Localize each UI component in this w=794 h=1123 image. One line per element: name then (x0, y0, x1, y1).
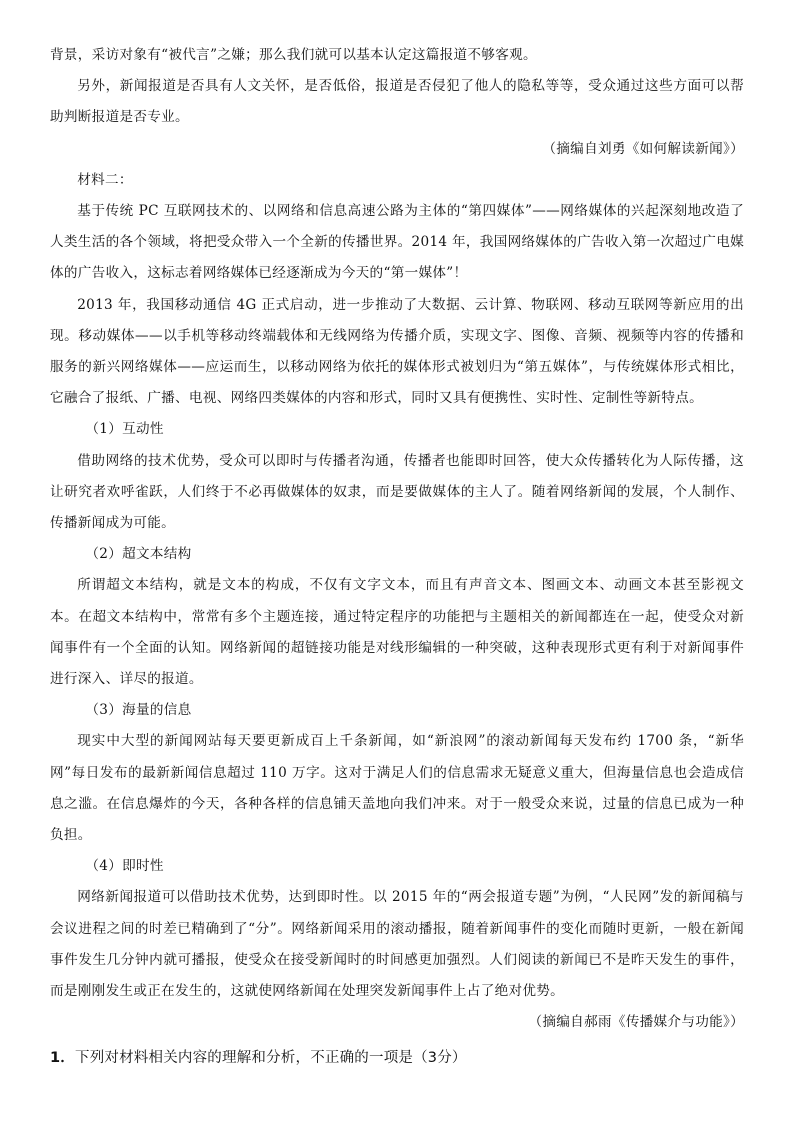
paragraph: 2013 年，我国移动通信 4G 正式启动，进一步推动了大数据、云计算、物联网、移动互联网等新应用的出现。移动媒体——以手机等移动终端载体和无线网络为传播介质，实现文字、图像、音频、视频等内容的传播和服务的新兴网络媒体——应运而生，以移动网络为依托的媒体形式被划归为“第五媒体”，与传统媒体形式相比，它融合了报纸、广播、电视、网络四类媒体的内容和形式，同时又具有便携性、实时性、定制性等新特点。 (50, 296, 744, 407)
question-text: 下列对材料相关内容的理解和分析，不正确的一项是（3分） (75, 1049, 467, 1066)
section-heading: （4）即时性 (85, 858, 164, 875)
section-heading: （2）超文本结构 (85, 546, 192, 563)
paragraph: 借助网络的技术优势，受众可以即时与传播者沟通，传播者也能即时回答，使大众传播转化为人际传播，这让研究者欢呼雀跃，人们终于不必再做媒体的奴隶，而是要做媒体的主人了。随着网络新闻的发展，个人制作、传播新闻成为可能。 (50, 452, 744, 532)
paragraph: 网络新闻报道可以借助技术优势，达到即时性。以 2015 年的“两会报道专题”为例，“人民网”发的新闻稿与会议进程之间的时差已精确到了“分”。网络新闻采用的滚动播报，随着新闻事件的变化而随时更新，一般在新闻事件发生几分钟内就可播报，使受众在接受新闻时的时间感更加强烈。人们阅读的新闻已不是昨天发生的事件，而是刚刚发生或正在发生的，这就使网络新闻在处理突发新闻事件上占了绝对优势。 (50, 889, 744, 1000)
section-heading: （1）互动性 (85, 421, 164, 438)
paragraph-continued: 背景，采访对象有“被代言”之嫌；那么我们就可以基本认定这篇报道不够客观。 (50, 47, 537, 63)
section-heading: （3）海量的信息 (85, 702, 192, 719)
source-citation: （摘编自刘勇《如何解读新闻》） (542, 140, 744, 157)
document-page (50, 40, 744, 1073)
paragraph: 所谓超文本结构，就是文本的构成，不仅有文字文本，而且有声音文本、图画文本、动画文本甚至影视文本。在超文本结构中，常常有多个主题连接，通过特定程序的功能把与主题相关的新闻都连在一起，使受众对新闻事件有一个全面的认知。网络新闻的超链接功能是对线形编辑的一种突破，这种表现形式更有利于对新闻事件进行深入、详尽的报道。 (50, 577, 744, 688)
paragraph: 基于传统 PC 互联网技术的、以网络和信息高速公路为主体的“第四媒体”——网络媒体的兴起深刻地改造了人类生活的各个领域，将把受众带入一个全新的传播世界。2014 年，我国网络媒体的广告收入第一次超过广电媒体的广告收入，这标志着网络媒体已经逐渐成为今天的“第一媒体”！ (50, 203, 744, 282)
material-heading: 材料二： (77, 171, 133, 188)
paragraph: 另外，新闻报道是否具有人文关怀，是否低俗，报道是否侵犯了他人的隐私等等，受众通过这些方面可以帮助判断报道是否专业。 (50, 78, 744, 126)
question-number: 1． (50, 1049, 75, 1066)
question-1 (50, 1043, 744, 1073)
paragraph: 现实中大型的新闻网站每天要更新成百上千条新闻，如“新浪网”的滚动新闻每天发布约 1700 条，“新华网”每日发布的最新新闻信息超过 110 万字。这对于满足人们的信息需求无疑意义重大，但海量信息也会造成信息之滥。在信息爆炸的今天，各种各样的信息铺天盖地向我们冲来。对于一般受众来说，过量的信息已成为一种负担。 (50, 733, 744, 844)
source-citation: （摘编自郝雨《传播媒介与功能》） (528, 1014, 744, 1031)
